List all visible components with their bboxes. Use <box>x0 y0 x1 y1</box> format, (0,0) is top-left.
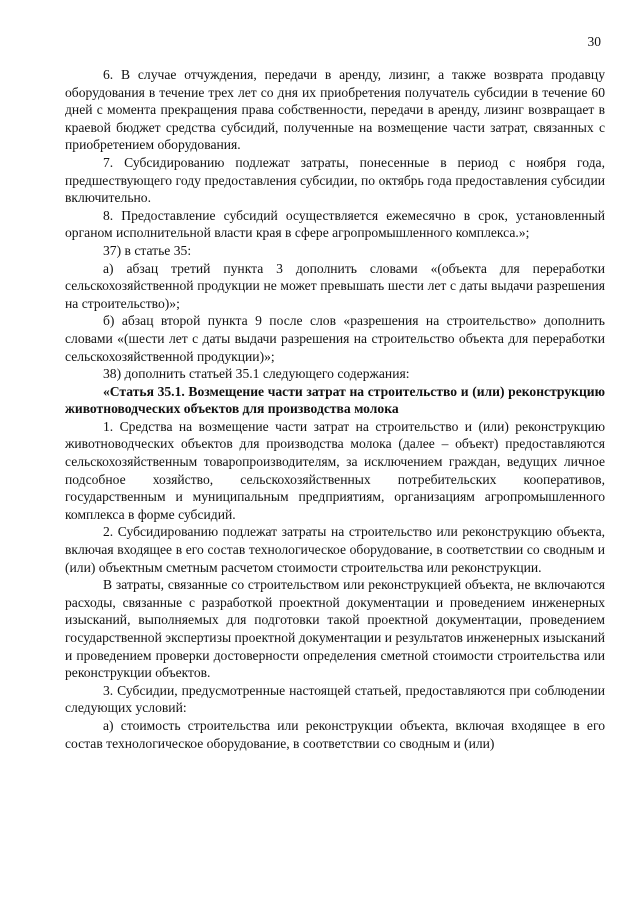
paragraph-amendment-37b: б) абзац второй пункта 9 после слов «разрешения на строительство» дополнить словами «(шести лет с даты выдачи разрешения на строительство объекта для переработки сельскохозяйственной продукции)»; <box>65 313 605 364</box>
document-body <box>65 66 605 752</box>
paragraph-item-6: 6. В случае отчуждения, передачи в аренду, лизинг, а также возврата продавцу оборудования в течение трех лет со дня их приобретения получатель субсидии в течение 60 дней с момента прекращения права собственности, передачи в аренду, лизинг возвращает в краевой бюджет средства субсидий, полученные на возмещение части затрат, связанных с приобретением оборудования. <box>65 67 605 153</box>
page-number: 30 <box>587 34 601 49</box>
article-heading: «Статья 35.1. Возмещение части затрат на строительство и (или) реконструкцию животноводческих объектов для производства молока <box>65 383 605 417</box>
paragraph-amendment-38: 38) дополнить статьей 35.1 следующего содержания: <box>103 366 410 382</box>
article-paragraph-3a: а) стоимость строительства или реконструкции объекта, включая входящее в его состав технологическое оборудование, в соответствии со сводным и (или) <box>65 717 605 751</box>
article-paragraph-2: 2. Субсидированию подлежат затраты на строительство или реконструкцию объекта, включая входящее в его состав технологическое оборудование, в соответствии со сводным и (или) объектным сметным расчетом стоимости строительства или реконструкции. <box>65 524 605 575</box>
paragraph-item-8: 8. Предоставление субсидий осуществляется ежемесячно в срок, установленный органом исполнительной власти края в сфере агропромышленного комплекса.»; <box>65 207 605 241</box>
paragraph-amendment-37a: а) абзац третий пункта 3 дополнить словами «(объекта для переработки сельскохозяйственной продукции не может превышать шести лет с даты выдачи разрешения на строительство)»; <box>65 260 605 311</box>
paragraph-item-7: 7. Субсидированию подлежат затраты, понесенные в период с ноября года, предшествующего году предоставления субсидии, по октябрь года предоставления субсидии включительно. <box>65 154 605 206</box>
paragraph-amendment-37: 37) в статье 35: <box>103 242 192 258</box>
article-paragraph-costs: В затраты, связанные со строительством или реконструкцией объекта, не включаются расходы, связанные с разработкой проектной документации и проведением инженерных изысканий, выполняемых для подготовки такой проектной документации, проведением государственной экспертизы проектной документации и результатов инженерных изысканий и проведением проверки достоверности определения сметной стоимости строительства или реконструкции объектов. <box>65 577 605 681</box>
article-paragraph-3: 3. Субсидии, предусмотренные настоящей статьей, предоставляются при соблюдении следующих условий: <box>65 682 605 716</box>
article-paragraph-1: 1. Средства на возмещение части затрат на строительство и (или) реконструкцию животноводческих объектов для производства молока (далее – объект) предоставляются сельскохозяйственным товаропроизводителям, за исключением граждан, ведущих личное подсобное хозяйство, сельскохозяйственных потребительских кооперативов, государственным и муниципальным предприятиям, организациям агропромышленного комплекса в форме субсидий. <box>65 418 605 522</box>
